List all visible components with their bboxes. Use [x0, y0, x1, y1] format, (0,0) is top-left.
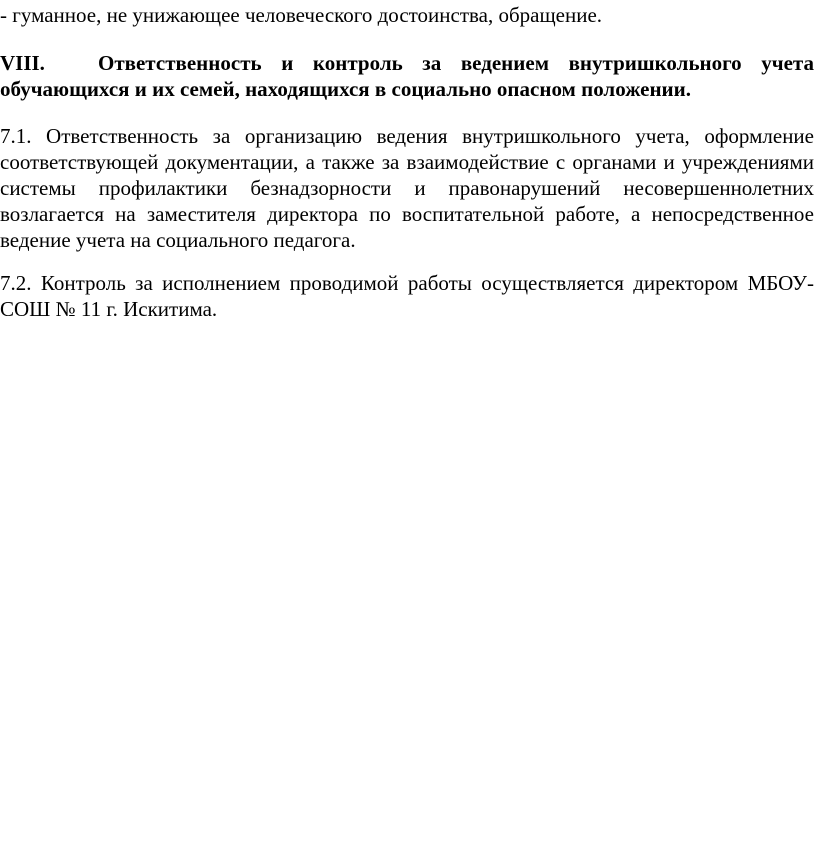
- section-title-part-1: Ответственность и контроль за ведением внутришкольного учета: [98, 51, 814, 75]
- paragraph-7-1-line-3: системы профилактики безнадзорности и правонарушений несовершеннолетних: [0, 176, 814, 200]
- paragraph-7-1-line-2: соответствующей документации, а также за взаимодействие с органами и учреждениями: [0, 150, 814, 174]
- paragraph-7-2-line-1: 7.2. Контроль за исполнением проводимой работы осуществляется директором МБОУ-: [0, 271, 814, 295]
- section-heading-line-2: обучающихся и их семей, находящихся в социально опасном положении.: [0, 77, 692, 101]
- paragraph-7-2-line-2: СОШ № 11 г. Искитима.: [0, 297, 218, 321]
- bullet-line: - гуманное, не унижающее человеческого достоинства, обращение.: [0, 3, 603, 27]
- paragraph-7-1-line-1: 7.1. Ответственность за организацию ведения внутришкольного учета, оформление: [0, 124, 814, 148]
- section-number: VIII.: [0, 51, 45, 75]
- paragraph-7-1-line-5: ведение учета на социального педагога.: [0, 228, 356, 252]
- section-heading-line-1: [0, 50, 814, 76]
- paragraph-7-1-line-4: возлагается на заместителя директора по воспитательной работе, а непосредственное: [0, 202, 814, 226]
